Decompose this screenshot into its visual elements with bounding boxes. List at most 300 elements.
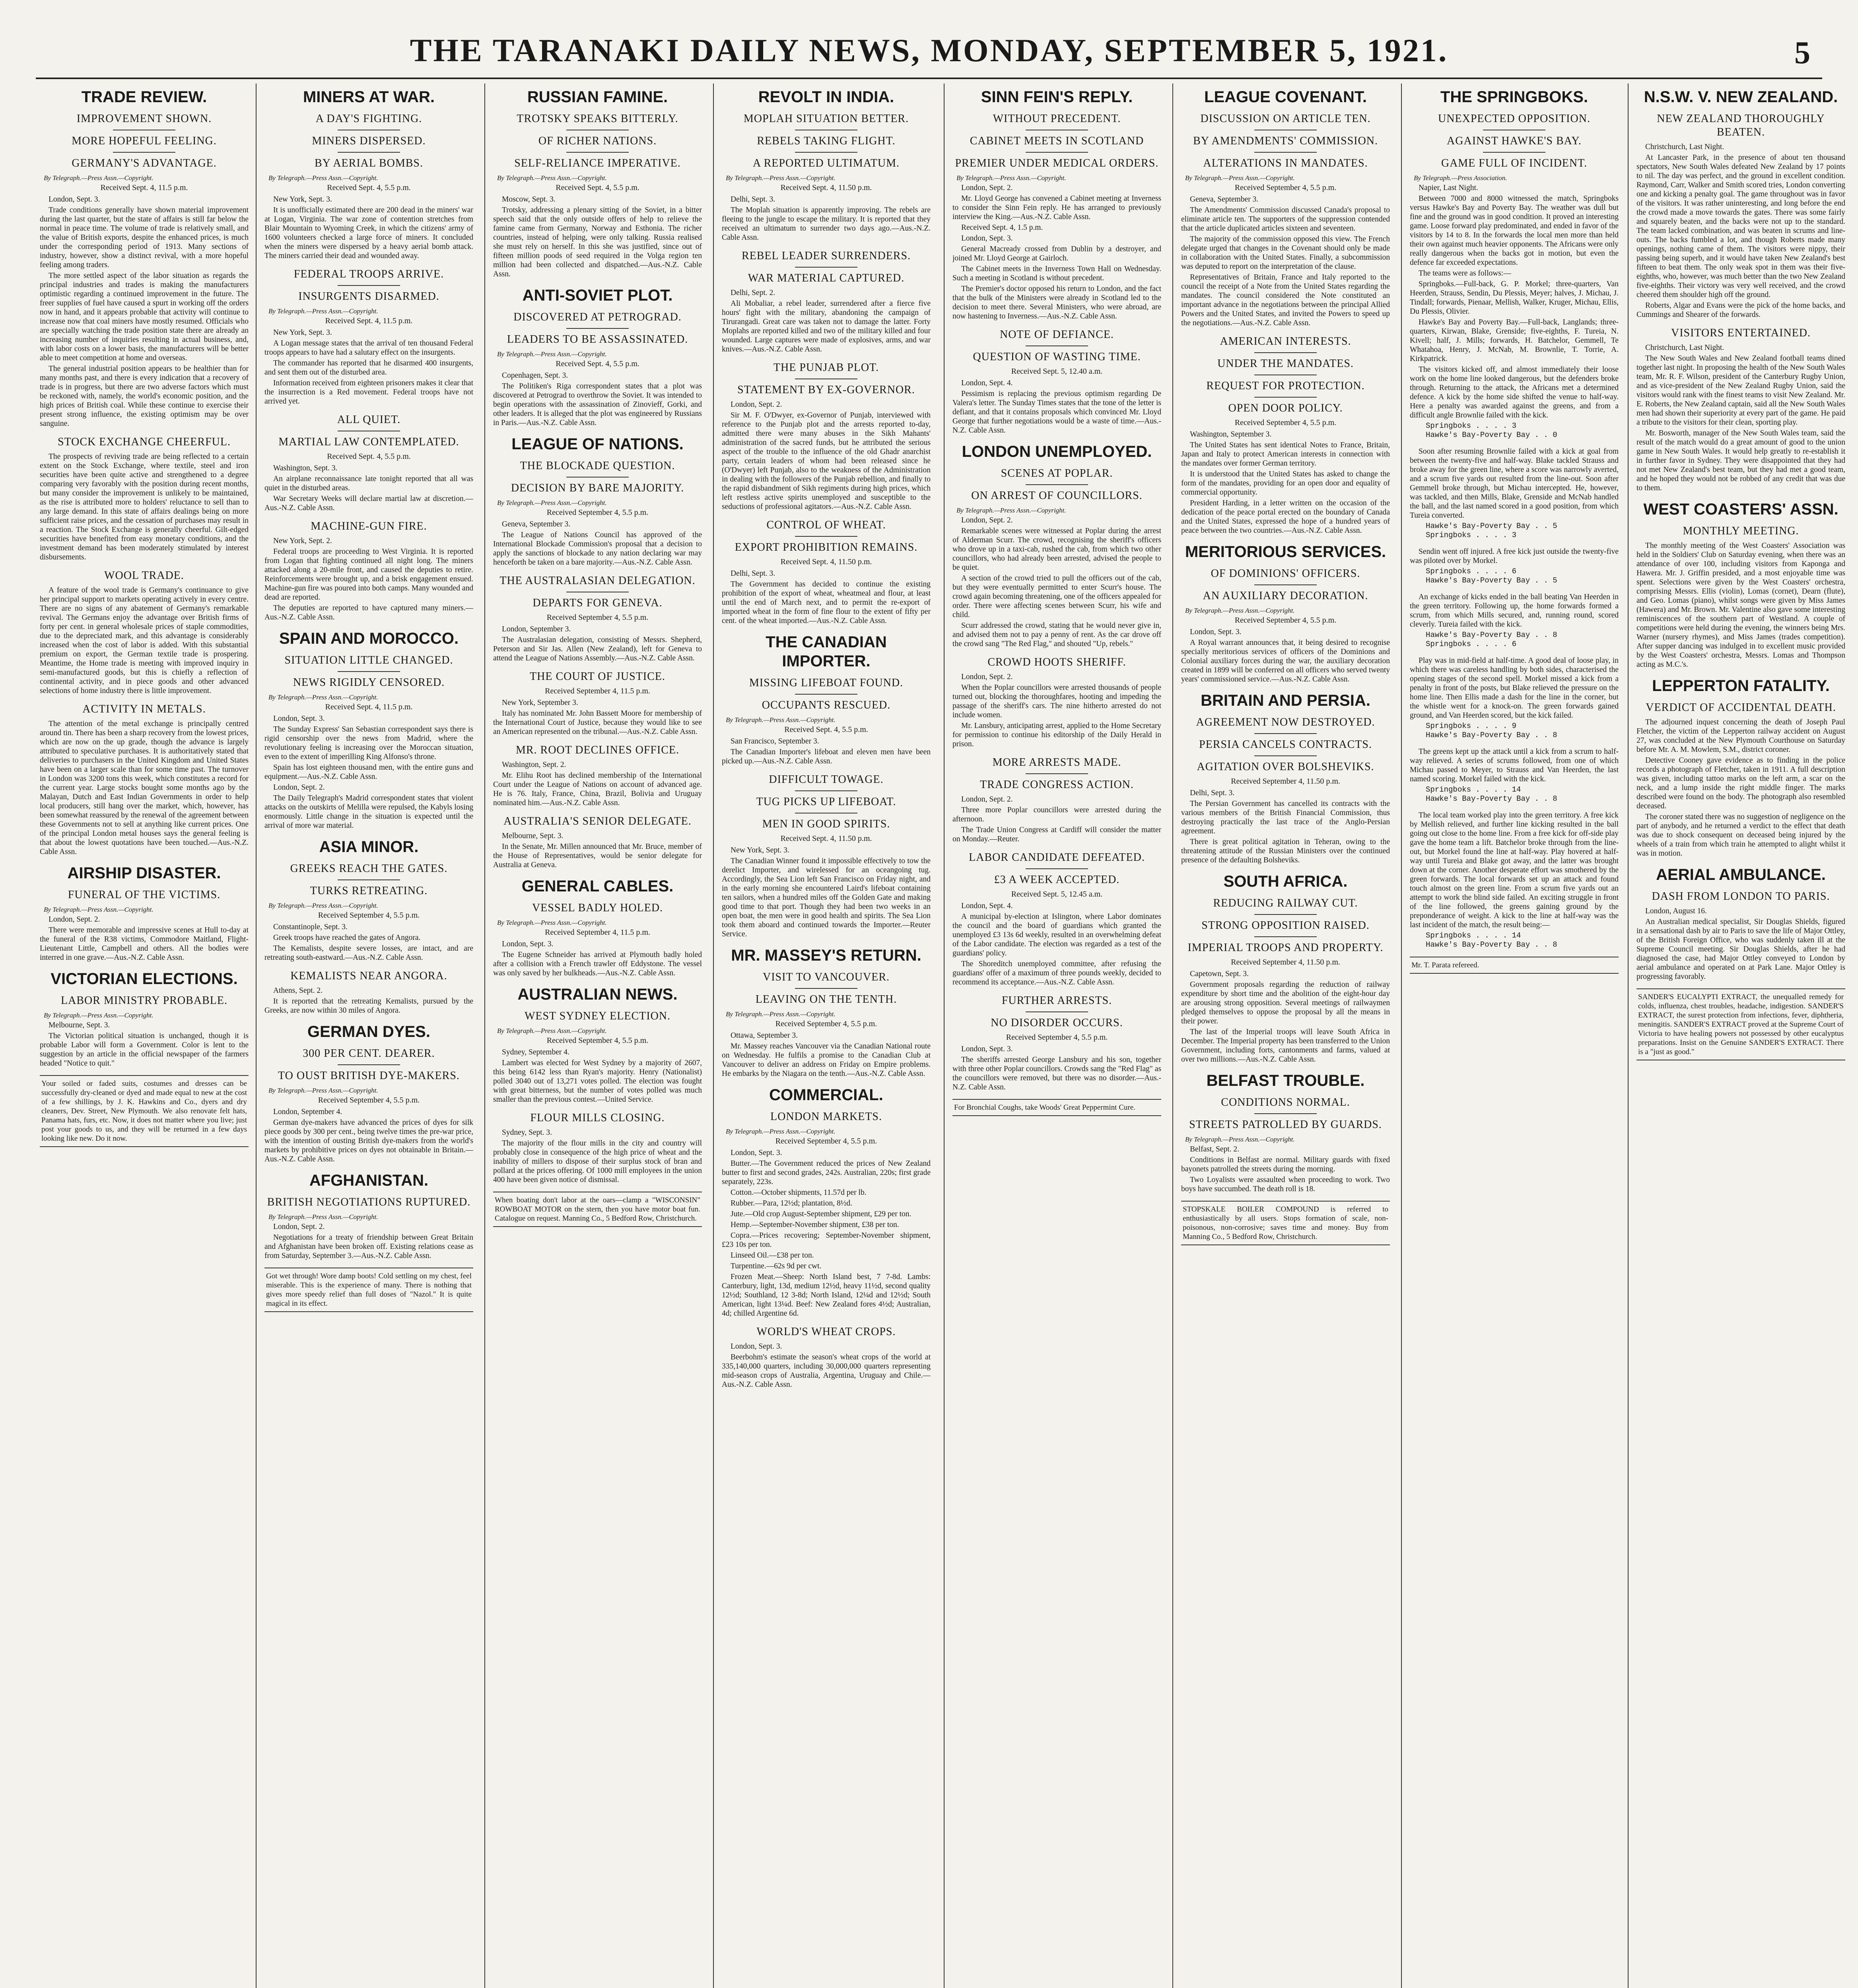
article-subheading: DASH FROM LONDON TO PARIS. — [1652, 890, 1830, 903]
column-rule — [713, 83, 714, 1988]
article-subheading: MONTHLY MEETING. — [1683, 525, 1799, 537]
article-subheading: MARTIAL LAW CONTEMPLATED. — [278, 436, 459, 448]
article-paragraph: The coroner stated there was no suggestion of negligence on the part of anybody, and he returned a verdict to the effect that death was due to shock consequent on deceased being injured by the wheels of a train from which train he attempted to alight whilst it was in motion. — [1636, 813, 1845, 858]
article-paragraph: There were memorable and impressive scenes at Hull to-day at the funeral of the R38 victims, Commodore Maitland, Flight-Lieutenant Little, Campbell and others. All the bodies were interred in one grave.—Aus.-N.Z. Cable Assn. — [40, 926, 249, 962]
article — [264, 837, 473, 962]
article — [1636, 676, 1845, 858]
article-headline: SPAIN AND MOROCCO. — [279, 630, 459, 647]
article-paragraph: An airplane reconnaissance late tonight reported that all was quiet in the disturbed areas. — [264, 475, 473, 492]
article-paragraph: London, Sept. 2. — [731, 400, 782, 409]
article-paragraph: An exchange of kicks ended in the ball beating Van Heerden in the green territory. Following up, the home forwards formed a scrum, from which Mills secured, and, running round, scored cleverly. Tureia failed with the kick. — [1410, 593, 1619, 629]
article — [952, 328, 1161, 435]
subhead-divider — [795, 267, 858, 268]
article-paragraph: The attention of the metal exchange is principally centred around tin. There has been a sharp recovery from the lowest prices, which are now on the up grade, though the advance is largely attributed to speculative purchases. It is authoritatively stated that deliveries to purchasers in the United Kingdom and United States have been on a larger scale than for some time past. The turnover in London was 3200 tons this week, which constitutes a record for the current year. Large stocks bought some months ago by the Malayan, Dutch and East Indian Governments in order to help local producers, still hang over the market, which, however, has been somewhat reassured by the renewal of the agreement between these Governments not to sell at anything like current prices. One of the principal London metal houses says the general feeling is that about the lowest quotations have been touched.—Aus.-N.Z. Cable Assn. — [40, 720, 249, 856]
advertisement: Mr. T. Parata refereed. — [1410, 957, 1619, 974]
article-headline: THE SPRINGBOKS. — [1440, 88, 1588, 106]
article-paragraph: Delhi, Sept. 2. — [731, 289, 775, 297]
article-paragraph: Mr. Massey reaches Vancouver via the Canadian National route on Wednesday. He fulfils a promise to the Canadian Club at Vancouver to deliver an address on Friday on Empire problems. He embarks by the Niagara on the tenth.—Aus.-N.Z. Cable Assn. — [722, 1042, 931, 1078]
article — [1181, 1071, 1390, 1194]
article — [722, 518, 931, 625]
article-headline: MERITORIOUS SERVICES. — [1185, 543, 1386, 561]
article-subheading: CROWD HOOTS SHERIFF. — [987, 656, 1126, 668]
article-headline: AIRSHIP DISASTER. — [67, 864, 221, 882]
article-paragraph: Three more Poplar councillors were arrested during the afternoon. — [952, 806, 1161, 823]
article-body — [493, 760, 702, 808]
article-subheading: STOCK EXCHANGE CHEERFUL. — [58, 436, 231, 448]
article-headline: SINN FEIN'S REPLY. — [981, 88, 1133, 106]
article-paragraph: London, Sept. 3. — [731, 1342, 782, 1351]
press-credit: By Telegraph.—Press Assn.—Copyright. — [44, 1011, 154, 1019]
score-line: Springboks . . . . 6 — [1426, 567, 1517, 576]
article-paragraph: Received Sept. 4, 1.5 p.m. — [961, 223, 1043, 232]
press-credit: By Telegraph.—Press Assn.—Copyright. — [268, 1087, 378, 1094]
article-paragraph: Butter.—The Government reduced the prices of New Zealand butter to first and second grades, 242s. Australian, 220s; first grade separately, 223s. — [722, 1159, 931, 1186]
article — [1410, 447, 1619, 540]
received-line: Received Sept. 4, 5.5 p.m. — [556, 183, 639, 192]
article-paragraph: Jute.—Old crop August-September shipment, £29 per ton. — [731, 1210, 912, 1218]
subhead-divider — [338, 879, 400, 880]
article-subheading: QUESTION OF WASTING TIME. — [973, 351, 1141, 363]
article-subheading: AUSTRALIA'S SENIOR DELEGATE. — [503, 815, 692, 827]
subhead-divider — [1026, 152, 1088, 153]
column-rule — [1628, 83, 1629, 1988]
article-paragraph: The Canadian Importer's lifeboat and eleven men have been picked up.—Aus.-N.Z. Cable Assn. — [722, 748, 931, 765]
column-5 — [952, 83, 1161, 1988]
article-subheading: DISCUSSION ON ARTICLE TEN. — [1200, 113, 1371, 125]
article-subheading: ALL QUIET. — [337, 414, 401, 426]
article-subheading: KEMALISTS NEAR ANGORA. — [290, 970, 447, 982]
article — [264, 413, 473, 513]
article-subheading: NOTE OF DEFIANCE. — [1000, 328, 1114, 341]
article-headline: SOUTH AFRICA. — [1223, 873, 1348, 890]
subhead-divider — [1026, 868, 1088, 869]
article-paragraph: Hemp.—September-November shipment, £38 per ton. — [731, 1221, 899, 1229]
article-paragraph: A feature of the wool trade is Germany's continuance to give her principal support to markets operating actively in every centre. There are no signs of any abatement of Germany's remarkable revival. The Germans enjoy the advantage over British firms of forty per cent. in general wholesale prices of staple commodities, due to the depreciated mark, and this advantage is considerably increased when the cost of labor is added. With this substantial premium on export, the German textile trade is prospering. Meantime, the Home trade is meeting with improved inquiry in semi-manufactured goods, but this is chiefly a reflection of continental activity, and in piece goods and other advanced selections of home industry there is little improvement. — [40, 586, 249, 695]
article-body — [264, 328, 473, 406]
press-credit: By Telegraph.—Press Assn.—Copyright. — [1185, 1136, 1295, 1143]
article-paragraph: Spain has lost eighteen thousand men, with the entire guns and equipment.—Aus.-N.Z. Cable Assn. — [264, 763, 473, 781]
score-line: Hawke's Bay-Poverty Bay . . 8 — [1426, 794, 1557, 803]
subhead-divider — [1254, 397, 1317, 398]
article-subheading: LABOR CANDIDATE DEFEATED. — [969, 851, 1145, 864]
article-paragraph: Washington, Sept. 3. — [273, 464, 338, 472]
advertisement: Got wet through! Wore damp boots! Cold settling on my chest, feel miserable. This is the experience of many. There is nothing that gives more speedy relief than full doses of "Nazol." It is quite magical in its effect. — [264, 1268, 473, 1312]
advertisement: STOPSKALE BOILER COMPOUND is referred to enthusiastically by all users. Stops formation of scale, non-poisonous, non-corrosive; saves time and money. Buy from Manning Co., 5 Bedford Row, Christchurch. — [1181, 1201, 1390, 1245]
article — [952, 994, 1161, 1092]
article-body — [722, 737, 931, 766]
article-headline: LEAGUE OF NATIONS. — [511, 435, 684, 453]
article-paragraph: Moscow, Sept. 3. — [502, 195, 556, 204]
article-paragraph: London, Sept. 4. — [961, 902, 1013, 910]
article-subheading: SCENES AT POPLAR. — [1001, 467, 1113, 480]
received-line: Received Sept. 5, 12.40 a.m. — [1011, 367, 1103, 376]
article-subheading: ACTIVITY IN METALS. — [82, 703, 206, 715]
article — [722, 633, 931, 766]
subhead-divider — [338, 285, 400, 286]
score-line: Hawke's Bay-Poverty Bay . . 8 — [1426, 631, 1557, 639]
article-paragraph: The Victorian political situation is unchanged, though it is probable Labor will form a Government. Color is lent to the suggestion by an article in the official newspaper of the farmers headed "Notice to quit." — [40, 1032, 249, 1068]
article-body — [952, 1044, 1161, 1092]
subhead-divider — [338, 1064, 400, 1065]
article-subheading: BY AMENDMENTS' COMMISSION. — [1193, 135, 1378, 147]
article-body — [1181, 1145, 1390, 1194]
received-line: Received September 4, 11.5 p.m. — [545, 687, 650, 695]
article-paragraph: The prospects of reviving trade are being reflected to a certain extent on the Stock Exchange, where textile, steel and iron securities have been quite active and strengthened to a degree comparing very favorably with the position during recent months, but many consider the improvement is unlikely to be maintained, as the rise is attributed more to holders' reluctance to sell than to any large demand. In this state of affairs dealings being on more sufficient raise prices, and the cessation of purchases may result in a reaction. The Stock Exchange is generally cheerful. Gilt-edged securities have benefited from easy monetary conditions, and the investment demand has been moderately stimulated by interest disbursements. — [40, 452, 249, 561]
article-paragraph: The Moplah situation is apparently improving. The rebels are fleeing to the jungle to escape the military. It is reported that they received an ultimatum to surrender two days ago.—Aus.-N.Z. Cable Assn. — [722, 206, 931, 242]
article-body — [264, 922, 473, 962]
article-paragraph: Sydney, Sept. 3. — [502, 1128, 552, 1137]
article-paragraph: At Lancaster Park, in the presence of about ten thousand spectators, New South Wales defeated New Zealand by 17 points to nil. The day was perfect, and the ground in excellent condition. Raymond, Carr, Walker and Smith scored tries, London converting one and kicking a penalty goal. The game throughout was in favor of the visitors. It was rather uninteresting, and long before the end the crowd made a move towards the gates. There was some fairly and squarely beaten, and the backs were not up to the standard. The team lacked combination, and was beaten in scrums and line-outs. The backs fumbled a lot, and though Roberts made many openings, nothing came of them. The visitors were nippy, their passing being superb, and it would have taken New Zealand's best fifteen to beat them. The only weak spot in them was their five-eighths, who, however, was much better than the two New Zealand five-eighths. Their victory was very well received, and the crowd cheered them shoulder high off the ground. — [1636, 153, 1845, 299]
article-paragraph: London, September 3. — [502, 625, 571, 633]
article — [493, 670, 702, 736]
article-subheading: VESSEL BADLY HOLED. — [532, 902, 663, 914]
press-credit: By Telegraph.—Press Assn.—Copyright. — [268, 693, 378, 701]
article-subheading: UNDER THE MANDATES. — [1217, 357, 1354, 370]
article-body — [493, 1128, 702, 1184]
article — [1410, 547, 1619, 585]
article-paragraph: Christchurch, Last Night. — [1645, 344, 1724, 352]
article-paragraph: New York, Sept. 3. — [731, 846, 789, 854]
received-line: Received Sept. 5, 12.45 a.m. — [1011, 890, 1103, 899]
column-rule — [1401, 83, 1402, 1988]
article-paragraph: Geneva, September 3. — [1190, 195, 1259, 204]
article-paragraph: Greek troops have reached the gates of Angora. — [273, 934, 421, 942]
article — [40, 969, 249, 1068]
article-body — [952, 516, 1161, 648]
article — [722, 773, 931, 939]
article-body — [1410, 656, 1619, 720]
press-credit: By Telegraph.—Press Assn.—Copyright. — [956, 174, 1066, 182]
article-body — [1636, 541, 1845, 669]
article-body — [722, 195, 931, 242]
article-paragraph: It is understood that the United States has asked to change the form of the mandates, providing for an open door and equality of commercial opportunity. — [1181, 470, 1390, 497]
article-paragraph: London, Sept. 3. — [502, 940, 554, 948]
article-subheading: PERSIA CANCELS CONTRACTS. — [1199, 738, 1372, 751]
press-credit: By Telegraph.—Press Assn.—Copyright. — [44, 906, 154, 913]
score-line: Hawke's Bay-Poverty Bay . . 8 — [1426, 731, 1557, 740]
article — [40, 864, 249, 962]
subhead-divider — [1026, 484, 1088, 485]
article-paragraph: When the Poplar councillors were arrested thousands of people turned out, blocking the thoroughfares, hooting and impeding the passage of the sheriff's cars. The nine hitherto arrested do not include women. — [952, 683, 1161, 719]
received-line: Received September 4, 5.5 p.m. — [1234, 183, 1337, 192]
article — [493, 985, 702, 1104]
article-body — [493, 371, 702, 427]
article-subheading: AGAINST HAWKE'S BAY. — [1447, 135, 1582, 147]
subhead-divider — [566, 328, 629, 329]
article-subheading: LONDON MARKETS. — [770, 1110, 882, 1123]
subhead-divider — [566, 152, 629, 153]
column-3 — [493, 83, 702, 1988]
article-paragraph: Mr. Lloyd George has convened a Cabinet meeting at Inverness to consider the Sinn Fein reply. He has arranged to previously interview the King.—Aus.-N.Z. Cable Assn. — [952, 194, 1161, 221]
received-line: Received September 4, 5.5 p.m. — [318, 911, 420, 920]
article-paragraph: Delhi, Sept. 3. — [731, 569, 775, 578]
received-line: Received Sept. 4, 11.50 p.m. — [780, 557, 872, 566]
article-paragraph: London, Sept. 2. — [961, 795, 1013, 804]
article-paragraph: The United States has sent identical Notes to France, Britain, Japan and Italy to protect American interests in connection with the mandates over former German territory. — [1181, 441, 1390, 468]
article — [1410, 592, 1619, 649]
article — [264, 1171, 473, 1260]
article-paragraph: Delhi, Sept. 3. — [731, 195, 775, 204]
article-body — [1181, 788, 1390, 865]
article-subheading: 300 PER CENT. DEARER. — [303, 1047, 435, 1060]
subhead-divider — [795, 536, 858, 537]
article-paragraph: New York, Sept. 3. — [273, 195, 332, 204]
article-paragraph: London, Sept. 3. — [961, 234, 1013, 243]
article-paragraph: Springboks.—Full-back, G. P. Morkel; three-quarters, Van Heerden, Strauss, Sendin, Du Plessis, Meyer; halves, J. Michau, J. Tindall; forwards, Pienaar, Mellish, Walker, Kruger, Michau, Ellis, Du Plessis, Olivier. — [1410, 280, 1619, 316]
article-headline: GENERAL CABLES. — [521, 878, 674, 895]
press-credit: By Telegraph.—Press Assn.—Copyright. — [726, 716, 836, 724]
article-subheading: LABOR MINISTRY PROBABLE. — [61, 994, 227, 1007]
article-subheading: NEWS RIGIDLY CENSORED. — [293, 676, 445, 689]
article-paragraph: The Government has decided to continue the existing prohibition of the export of wheat, wheatmeal and flour, at least until the end of March next, and to permit the re-export of imported wheat in the form of fine flour to the extent of fifty per cent. of the wheat imported.—Aus.-N.Z. Cable Assn. — [722, 580, 931, 625]
article-subheading: IMPROVEMENT SHOWN. — [76, 113, 212, 125]
article-paragraph: Detective Cooney gave evidence as to finding in the police records a photograph of Fletcher, taken in 1911. A full description was given, including tattoo marks on the left arm, a scar on the neck, and a lump inside the right middle finger. The marks described were found on the body. The photograph also resembled deceased. — [1636, 756, 1845, 810]
subhead-divider — [1483, 152, 1546, 153]
article-subheading: MR. ROOT DECLINES OFFICE. — [515, 744, 680, 756]
article-paragraph: President Harding, in a letter written on the occasion of the dedication of the peace portal erected on the boundary of Canada and the United States, expressed the hope of a hundred years of peace between the two countries.—Aus.-N.Z. Cable Assn. — [1181, 499, 1390, 535]
article — [493, 877, 702, 978]
article-body — [493, 940, 702, 978]
article-paragraph: Cotton.—October shipments, 11.57d per lb. — [731, 1188, 867, 1197]
article-body — [722, 400, 931, 511]
article-paragraph: In the Senate, Mr. Millen announced that Mr. Bruce, member of the House of Representatives, would be senior delegate for Australia at Geneva. — [493, 843, 702, 869]
article — [493, 815, 702, 870]
article-headline: AUSTRALIAN NEWS. — [517, 986, 678, 1003]
article-paragraph: Play was in mid-field at half-time. A good deal of loose play, in which there was careless handling by both sides, characterised the opening stages of the second spell. Morkel missed a kick from a penalty in front of the posts, but Blake relieved the pressure on the home line. Then Ellis made a dash for the line in the corner, but the whistle went for a knock-on. The green forwards gained ground, and Van Heerden scored, but the kick failed. — [1410, 656, 1619, 720]
article-subheading: WAR MATERIAL CAPTURED. — [748, 272, 905, 284]
article — [40, 435, 249, 562]
article-paragraph: The Politiken's Riga correspondent states that a plot was discovered at Petrograd to overthrow the Soviet. It was intended to begin operations with the assassination of Zinovieff, Gorki, and other leaders. It is alleged that the plot was engineered by Russians in Paris.—Aus.-N.Z. Cable Assn. — [493, 382, 702, 427]
subhead-divider — [1254, 1113, 1317, 1114]
article-paragraph: The more settled aspect of the labor situation as regards the principal industries and trades is making the manufacturers optimistic regarding a continued improvement in the future. The freer supplies of fuel have caused a spurt in working off the orders now in hand, and it appears probable that activity will continue to increase now that coal miners have mostly resumed. Officials who are specially watching the trade position state there are already an increasing number of inquiries resulting in actual business, and, with labor costs on a lower basis, the manufacturers will be better able to meet competition at home and overseas. — [40, 272, 249, 362]
score-line: Hawke's Bay-Poverty Bay . . 5 — [1426, 522, 1557, 530]
article-paragraph: The last of the Imperial troops will leave South Africa in December. The Imperial property has been transferred to the Union Government, including forts, cantonments and farms, valued at over two millions.—Aus.-N.Z. Cable Assn. — [1181, 1028, 1390, 1064]
article — [264, 969, 473, 1015]
article-subheading: MOPLAH SITUATION BETTER. — [743, 113, 909, 125]
article-subheading: FLOUR MILLS CLOSING. — [530, 1112, 665, 1124]
article — [264, 268, 473, 406]
article-subheading: REBEL LEADER SURRENDERS. — [741, 250, 911, 262]
article-paragraph: London, Sept. 3. — [1190, 628, 1242, 636]
article-paragraph: The local team worked play into the green territory. A free kick by Mellish relieved, and further line kicking resulted in the ball going out close to the home line. From a free kick for off-side play gave the home team a lift. Batchelor broke through from the line-out, but Morkel found the line at half-way. Play hovered at half-way until Tureia and Blake got away, and the latter was brought down at the corner. Another desperate effort was smothered by the green forwards. The local forwards set up an attack and found touch almost on the green line. From a scrum five yards out an attempt to work the blind side failed. An exciting struggle in front of the line followed, the greens gaining ground by the preponderance of weight. A kick to the line at half-way was the last incident of the match, the result being:— — [1410, 811, 1619, 929]
article-paragraph: London, August 16. — [1645, 907, 1707, 915]
article-paragraph: The majority of the flour mills in the city and country will probably close in consequence of the high price of wheat and the inability of millers to dispose of their surplus stock of bran and pollard at the prices offering. Of 1000 mill employees in the union 400 have been given notice of dismissal. — [493, 1139, 702, 1184]
article-paragraph: Pessimism is replacing the previous optimism regarding De Valera's letter. The Sunday Times states that the tone of the letter is defiant, and that it contains proposals which convinced Mr. Lloyd George that further negotiations would be a waste of time.—Aus.-N.Z. Cable Assn. — [952, 390, 1161, 435]
article-body — [722, 1342, 931, 1389]
article — [722, 946, 931, 1078]
article-paragraph: The Australasian delegation, consisting of Messrs. Shepherd, Peterson and Sir Jas. Allen (New Zealand), left for Geneva to attend the League of Nations Assembly.—Aus.-N.Z. Cable Assn. — [493, 636, 702, 662]
received-line: Received September 4, 11.50 p.m. — [1231, 958, 1340, 967]
press-credit: By Telegraph.—Press Assn.—Copyright. — [497, 1027, 607, 1035]
article — [493, 286, 702, 427]
received-line: Received September 4, 5.5 p.m. — [546, 1036, 649, 1045]
article — [1636, 326, 1845, 493]
article-subheading: WORLD'S WHEAT CROPS. — [756, 1326, 896, 1338]
article-paragraph: Sir M. F. O'Dwyer, ex-Governor of Punjab, interviewed with reference to the Punjab plot and the arrests reported to-day, admitted there were many abuses in the Sikh Mahants' administration of the sacred funds, but he attributed the serious aspect of the trouble to the influence of the old Ghadr anarchist party, certain leaders of whom had been released since he (O'Dwyer) left Punjab, also to the weakness of the Administration in dealing with the followers of the Punjab rebellion, and finally to the rapid disbandment of Sikh regiments during high prices, which left restless active spirits unemployed and susceptible to the seductions of professional agitators.—Aus.-N.Z. Cable Assn. — [722, 411, 931, 511]
article-subheading: A DAY'S FIGHTING. — [315, 113, 422, 125]
article-subheading: REBELS TAKING FLIGHT. — [757, 135, 896, 147]
article-body — [952, 795, 1161, 844]
article-body — [952, 379, 1161, 435]
article-paragraph: The sheriffs arrested George Lansbury and his son, together with three other Poplar councillors. Crowds sang the "Red Flag" as the councillors were removed, but there was no disorder.—Aus.-N.Z. Cable Assn. — [952, 1056, 1161, 1091]
article-subheading: NEW ZEALAND THOROUGHLY BEATEN. — [1657, 113, 1825, 138]
article-subheading: BY AERIAL BOMBS. — [315, 157, 423, 169]
article-headline: N.S.W. V. NEW ZEALAND. — [1644, 88, 1838, 106]
article-paragraph: Melbourne, Sept. 3. — [502, 832, 564, 840]
score-line: Springboks . . . . 14 — [1426, 931, 1521, 940]
article-subheading: DIFFICULT TOWAGE. — [769, 773, 884, 786]
subhead-divider — [1254, 352, 1317, 353]
article-paragraph: Belfast, Sept. 2. — [1190, 1145, 1240, 1153]
article-body — [493, 625, 702, 663]
article-paragraph: The Amendments' Commission discussed Canada's proposal to eliminate article ten. The supporters of the suppression contended that the article duplicated articles sixteen and seventeen. — [1181, 206, 1390, 233]
subhead-divider — [1254, 755, 1317, 756]
article-body — [1410, 183, 1619, 420]
article-subheading: OCCUPANTS RESCUED. — [762, 699, 891, 711]
article-subheading: WEST SYDNEY ELECTION. — [524, 1010, 671, 1022]
article-body — [264, 536, 473, 622]
article-subheading: THE COURT OF JUSTICE. — [530, 670, 665, 683]
subhead-divider — [1254, 733, 1317, 734]
article-paragraph: The deputies are reported to have captured many miners.—Aus.-N.Z. Cable Assn. — [264, 604, 473, 621]
article-subheading: GAME FULL OF INCIDENT. — [1441, 157, 1588, 169]
article-paragraph: The greens kept up the attack until a kick from a scrum to half-way relieved. A series of scrums followed, from one of which Michau passed to Meyer, to Strauss and Van Heerden, the last named scoring. Morkel failed with the kick. — [1410, 747, 1619, 783]
article-paragraph: The Cabinet meets in the Inverness Town Hall on Wednesday. Such a meeting in Scotland is without precedent. — [952, 265, 1161, 282]
masthead-rule — [36, 78, 1822, 79]
article-paragraph: Mr. Elihu Root has declined membership of the International Court under the League of Nations on account of advanced age. He is 76. Italy, France, China, Brazil, Bolivia and Uruguay nominated him.—Aus.-N.Z. Cable Assn. — [493, 771, 702, 807]
article-body — [264, 464, 473, 513]
article-body — [40, 586, 249, 695]
article — [722, 1325, 931, 1389]
received-line: Received Sept. 4, 11.50 p.m. — [780, 834, 872, 843]
article-paragraph: The monthly meeting of the West Coasters' Association was held in the Soldiers' Club on Saturday evening, when there was an attendance of over 100, including visitors from Kaponga and Hawera. Mr. J. Griffin presided, and a most enjoyable time was spent. Selections were given by the West Coasters' orchestra, comprising Messrs. Ellis (violin), Lomas (cornet), Dearn (flute), and Geo. Lomas (piano), whilst songs were given by Miss James (Hawera) and Mr. Brown. Mr. Valentine also gave some interesting reminiscences of the southern part of Westland. A couple of competitions were held during the evening, the winners being Mrs. Warner (nursery rhymes), and Miss James (trades competition). After supper dancing was indulged in to excellent music provided by the West Coasters' orchestra, Messrs. Lomas and Thompson acting as M.C.'s. — [1636, 542, 1845, 669]
article-headline: ASIA MINOR. — [319, 838, 419, 856]
score-line: Hawke's Bay-Poverty Bay . . 8 — [1426, 940, 1557, 949]
article-paragraph: Remarkable scenes were witnessed at Poplar during the arrest of Alderman Scurr. The crowd, recognising the sheriff's officers who drove up in a taxi-cab, rushed the cab, from which two other councillors, who had already been arrested, advised the people to be quiet. — [952, 527, 1161, 572]
column-2 — [264, 83, 473, 1988]
article-paragraph: The visitors kicked off, and almost immediately their loose work on the home line looked dangerous, but the defenders broke through. Returning to the attack, the Africans met a determined defence. A kick by the home side shifted the venue to half-way. Here a penalty was awarded against the greens, and from a difficult angle Brownlie failed with the kick. — [1410, 365, 1619, 419]
score-line: Springboks . . . . 6 — [1426, 640, 1517, 648]
newspaper-title: THE TARANAKI DAILY NEWS, MONDAY, SEPTEMBER 5, 1921. — [410, 32, 1448, 68]
article-headline: LEAGUE COVENANT. — [1204, 88, 1367, 106]
article-headline: AERIAL AMBULANCE. — [1656, 866, 1826, 883]
subhead-divider — [1254, 152, 1317, 153]
article-paragraph: A municipal by-election at Islington, where Labor dominates the council and the board of guardians which granted the unemployed £3 13s 6d weekly, resulted in an overwhelming defeat of the Labor candidate. The election was regarded as a test of the guardians' policy. — [952, 912, 1161, 957]
article — [1636, 865, 1845, 981]
article-paragraph: Copra.—Prices recovering; September-November shipment, £23 10s per ton. — [722, 1231, 931, 1249]
article-paragraph: Ali Mobaliar, a rebel leader, surrendered after a fierce five hours' fight with the military, abandoning the campaign of Tirurangadi. Great care was taken not to damage the latter. Forty Moplahs are reported killed and two of the military killed and four wounded. Large captures were made of explosives, arms, and war knives.—Aus.-N.Z. Cable Assn. — [722, 299, 931, 353]
article — [1181, 87, 1390, 328]
press-credit: By Telegraph.—Press Assn.—Copyright. — [726, 1010, 836, 1018]
article-subheading: INSURGENTS DISARMED. — [298, 290, 439, 303]
press-credit: By Telegraph.—Press Assn.—Copyright. — [497, 350, 607, 358]
article-paragraph: Negotiations for a treaty of friendship between Great Britain and Afghanistan have been broken off. Existing relations cease as from Saturday, September 3.—Aus.-N.Z. Cable Assn. — [264, 1233, 473, 1260]
article-paragraph: Ottawa, September 3. — [731, 1031, 798, 1040]
article-subheading: TURKS RETREATING. — [310, 885, 428, 897]
advertisement: SANDER'S EUCALYPTI EXTRACT, the unequalled remedy for colds, influenza, chest troubles, headache, indigestion. SANDER'S EXTRACT, the surest protection from infections, fever, diphtheria, meningitis. SANDER'S EXTRACT proved at the Supreme Court of Victoria to have healing powers not possessed by other eucalyptus preparations. Insist on the Genuine SANDER'S EXTRACT. There is a "just as good." — [1636, 988, 1845, 1060]
subhead-divider — [338, 671, 400, 672]
article-subheading: SITUATION LITTLE CHANGED. — [284, 654, 453, 666]
article-body — [493, 1048, 702, 1104]
article — [40, 703, 249, 856]
article-subheading: REQUEST FOR PROTECTION. — [1206, 380, 1365, 392]
article-body — [40, 195, 249, 428]
press-credit: By Telegraph.—Press Assn.—Copyright. — [1185, 174, 1295, 182]
subhead-divider — [566, 477, 629, 478]
article-subheading: WITHOUT PRECEDENT. — [993, 113, 1121, 125]
article-body — [1410, 547, 1619, 565]
received-line: Received September 4, 5.5 p.m. — [1006, 1033, 1108, 1042]
article-body — [722, 846, 931, 939]
article-subheading: A REPORTED ULTIMATUM. — [752, 157, 900, 169]
article-paragraph: The teams were as follows:— — [1419, 269, 1511, 278]
subhead-divider — [1254, 584, 1317, 585]
article-paragraph: Roberts, Algar and Evans were the pick of the home backs, and Cummings and Shearer of the forwards. — [1636, 301, 1845, 319]
article-paragraph: The Premier's doctor opposed his return to London, and the fact that the bulk of the Ministers were already in Scotland led to the decision to meet there. Several Ministers, who were abroad, are now hastening to Inverness.—Aus.-N.Z. Cable Assn. — [952, 285, 1161, 320]
article-body — [1636, 343, 1845, 493]
received-line: Received Sept. 4, 11.5 p.m. — [100, 183, 188, 192]
article-headline: ANTI-SOVIET PLOT. — [522, 287, 673, 304]
score-line: Hawke's Bay-Poverty Bay . . 0 — [1426, 431, 1557, 439]
press-credit: By Telegraph.—Press Assn.—Copyright. — [268, 1213, 378, 1221]
article-paragraph: Copenhagen, Sept. 3. — [502, 371, 568, 380]
article-paragraph: New York, September 3. — [502, 699, 578, 707]
article-subheading: UNEXPECTED OPPOSITION. — [1438, 113, 1590, 125]
article-subheading: CONTROL OF WHEAT. — [766, 519, 886, 531]
article-paragraph: New York, Sept. 2. — [273, 537, 332, 545]
article-body — [40, 915, 249, 962]
article-body — [1181, 195, 1390, 328]
article-body — [493, 195, 702, 279]
received-line: Received September 4, 5.5 p.m. — [775, 1019, 877, 1028]
article-subheading: OF RICHER NATIONS. — [538, 135, 657, 147]
article-subheading: DECISION BY BARE MAJORITY. — [511, 482, 684, 494]
article-subheading: CABINET MEETS IN SCOTLAND — [970, 135, 1144, 147]
article-subheading: MACHINE-GUN FIRE. — [311, 520, 427, 532]
article-subheading: VISIT TO VANCOUVER. — [762, 971, 890, 983]
article — [493, 1111, 702, 1184]
article — [952, 442, 1161, 648]
article-paragraph: Information received from eighteen prisoners makes it clear that the insurrection is a Red movement. Federal troops have not arrived yet. — [264, 379, 473, 406]
article-headline: BELFAST TROUBLE. — [1206, 1072, 1365, 1089]
page-number: 5 — [1794, 35, 1810, 70]
article — [1636, 500, 1845, 669]
article — [1181, 691, 1390, 865]
article-paragraph: A Logan message states that the arrival of ten thousand Federal troops appears to have had a salutary effect on the insurgents. — [264, 339, 473, 357]
masthead — [0, 0, 1858, 80]
article-paragraph: Between 7000 and 8000 witnessed the match, Springboks versus Hawke's Bay and Poverty Bay. The weather was dull but fine and the ground was in good condition. It proved an interesting game. Loose forward play predominated, and ended in favor of the visitors by 14 to 8. In the forwards the local men more than held their own against much heavier opponents. The Africans were only really dangerous when the backs got in motion, but even the defence far exceeded expectations. — [1410, 194, 1619, 267]
article-paragraph: Capetown, Sept. 3. — [1190, 970, 1249, 978]
article-body — [264, 714, 473, 830]
article — [952, 87, 1161, 321]
article-paragraph: Delhi, Sept. 3. — [1190, 789, 1235, 797]
column-rule — [944, 83, 945, 1988]
article-paragraph: A Royal warrant announces that, it being desired to recognise specially meritorious services of officers of the Dominions and Colonial auxiliary forces during the war, the auxiliary decoration created in 1899 will be conferred on all officers who served twenty years' commissioned service.—Aus.-N.Z. Cable Assn. — [1181, 639, 1390, 683]
article-paragraph: London, Sept. 3. — [731, 1149, 782, 1157]
article-paragraph: Mr. Lansbury, anticipating arrest, applied to the Home Secretary for permission to continue his editorship of the Daily Herald in prison. — [952, 722, 1161, 748]
advertisement: For Bronchial Coughs, take Woods' Great Peppermint Cure. — [952, 1099, 1161, 1116]
article-headline: AFGHANISTAN. — [309, 1172, 429, 1189]
article-headline: BRITAIN AND PERSIA. — [1201, 692, 1370, 709]
article-subheading: AGREEMENT NOW DESTROYED. — [1196, 716, 1375, 728]
received-line: Received September 4, 5.5 p.m. — [318, 1096, 420, 1105]
article-paragraph: Rubber.—Para, 12½d; plantation, 8½d. — [731, 1199, 853, 1208]
article-paragraph: London, Sept. 2. — [273, 783, 325, 792]
article-paragraph: The adjourned inquest concerning the death of Joseph Paul Fletcher, the victim of the Lepperton railway accident on August 27, was concluded at the New Plymouth Courthouse on Saturday before Mr. A. M. Mowlem, S.M., district coroner. — [1636, 718, 1845, 754]
article — [1410, 656, 1619, 740]
article — [722, 1085, 931, 1318]
advertisement: When boating don't labor at the oars—clamp a "WISCONSIN" ROWBOAT MOTOR on the stern, then you have motor boat fun. Catalogue on request. Manning Co., 5 Bedford Row, Christchurch. — [493, 1192, 702, 1227]
